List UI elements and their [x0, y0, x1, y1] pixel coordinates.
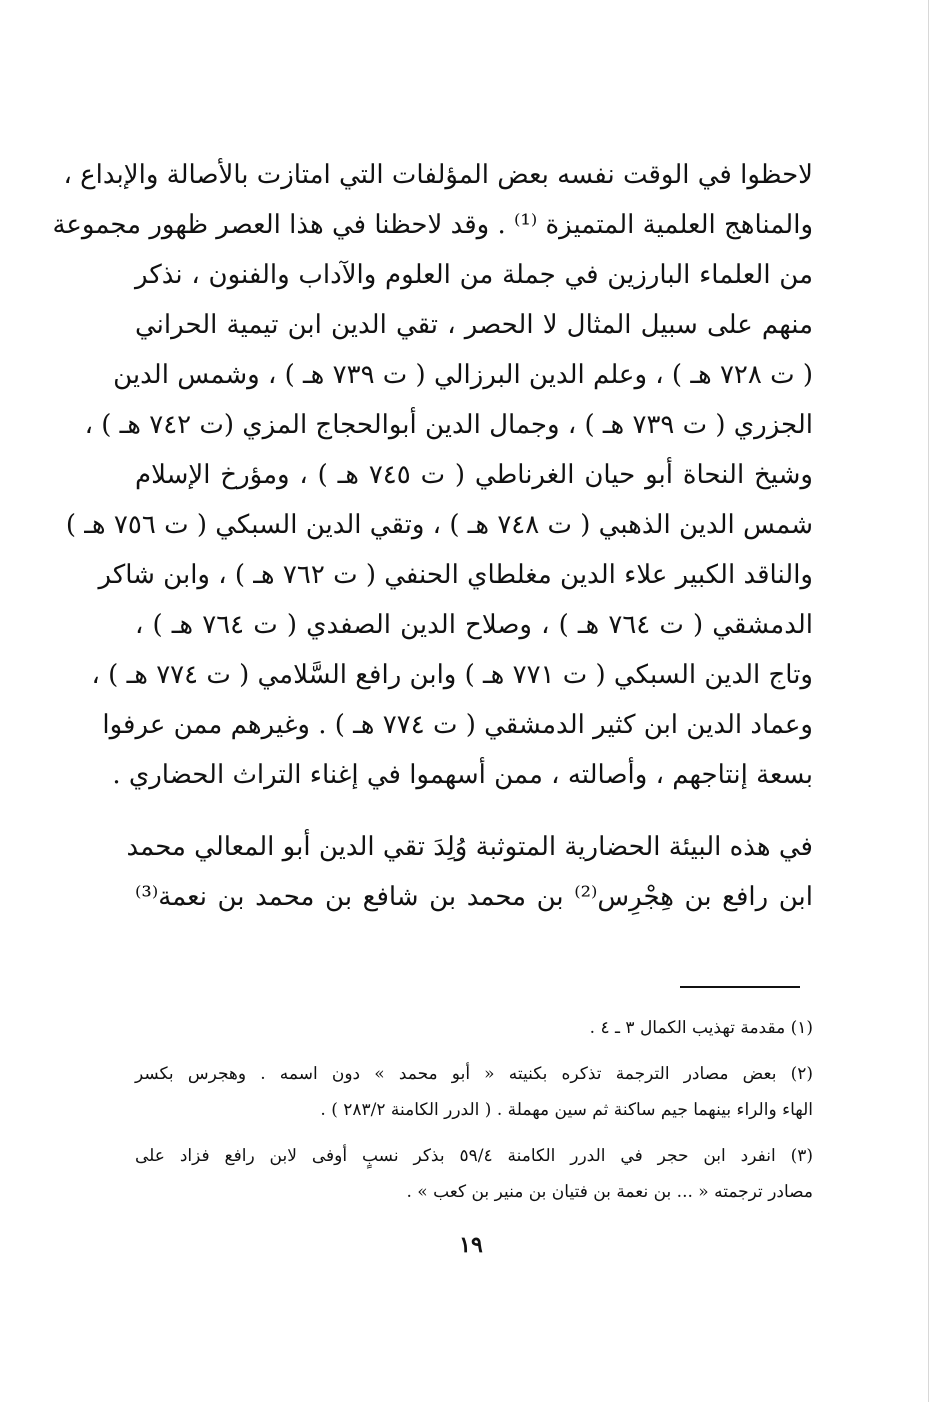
text-line: الدمشقي ( ت ٧٦٤ هـ ) ، وصلاح الدين الصفدي ( ت ٧٦٤ هـ ) ،	[135, 610, 813, 640]
text-line-last: بسعة إنتاجهم ، وأصالته ، ممن أسهموا في إغناء التراث الحضاري .	[112, 760, 813, 790]
footnote-3-line-1: (٣) انفرد ابن حجر في الدرر الكامنة ٥٩/٤ بذكر نسبٍ أوفى لابن رافع فزاد على	[135, 1146, 813, 1166]
footnote-1: (١) مقدمة تهذيب الكمال ٣ ـ ٤ .	[589, 1018, 813, 1038]
main-text	[52, 150, 813, 922]
footnote-3-line-2: مصادر ترجمته « ... بن نعمة بن فتيان بن منير بن كعب » .	[406, 1182, 813, 1202]
text-line: في هذه البيئة الحضارية المتوثبة وُلِدَ تقي الدين أبو المعالي محمد	[126, 832, 813, 862]
footnote-gap	[135, 1128, 813, 1138]
page-edge-line	[928, 0, 929, 1402]
text-line: والناقد الكبير علاء الدين مغلطاي الحنفي ( ت ٧٦٢ هـ ) ، وابن شاكر	[98, 560, 813, 590]
page-number: ١٩	[459, 1232, 483, 1258]
text-line: ( ت ٧٢٨ هـ ) ، وعلم الدين البرزالي ( ت ٧٣٩ هـ ) ، وشمس الدين	[113, 360, 813, 390]
text-line: ابن رافع بن هِجْرِس⁽²⁾ بن محمد بن شافع بن محمد بن نعمة⁽³⁾	[135, 882, 813, 912]
text-line: وتاج الدين السبكي ( ت ٧٧١ هـ ) وابن رافع السَّلامي ( ت ٧٧٤ هـ ) ،	[91, 660, 813, 690]
text-line: من العلماء البارزين في جملة من العلوم والآداب والفنون ، نذكر	[135, 260, 813, 290]
footnote-separator	[680, 986, 800, 988]
text-line: لاحظوا في الوقت نفسه بعض المؤلفات التي امتازت بالأصالة والإبداع ،	[63, 160, 813, 190]
footnote-gap	[135, 1046, 813, 1056]
text-line: والمناهج العلمية المتميزة ⁽¹⁾ . وقد لاحظنا في هذا العصر ظهور مجموعة	[52, 210, 813, 240]
text-line: وعماد الدين ابن كثير الدمشقي ( ت ٧٧٤ هـ ) . وغيرهم ممن عرفوا	[102, 710, 813, 740]
footnotes	[135, 1010, 813, 1210]
text-line: شمس الدين الذهبي ( ت ٧٤٨ هـ ) ، وتقي الدين السبكي ( ت ٧٥٦ هـ )	[65, 510, 813, 540]
footnote-2-line-2: الهاء والراء بينهما جيم ساكنة ثم سين مهملة . ( الدرر الكامنة ٢٨٣/٢ ) .	[320, 1100, 813, 1120]
footnote-2-line-1: (٢) بعض مصادر الترجمة تذكره بكنيته « أبو محمد » دون اسمه . وهجرس بكسر	[135, 1064, 813, 1084]
text-line: الجزري ( ت ٧٣٩ هـ ) ، وجمال الدين أبوالحجاج المزي (ت ٧٤٢ هـ ) ،	[84, 410, 813, 440]
paragraph-gap	[135, 800, 813, 822]
text-line: وشيخ النحاة أبو حيان الغرناطي ( ت ٧٤٥ هـ ) ، ومؤرخ الإسلام	[135, 460, 813, 490]
text-line: منهم على سبيل المثال لا الحصر ، تقي الدين ابن تيمية الحراني	[135, 310, 813, 340]
